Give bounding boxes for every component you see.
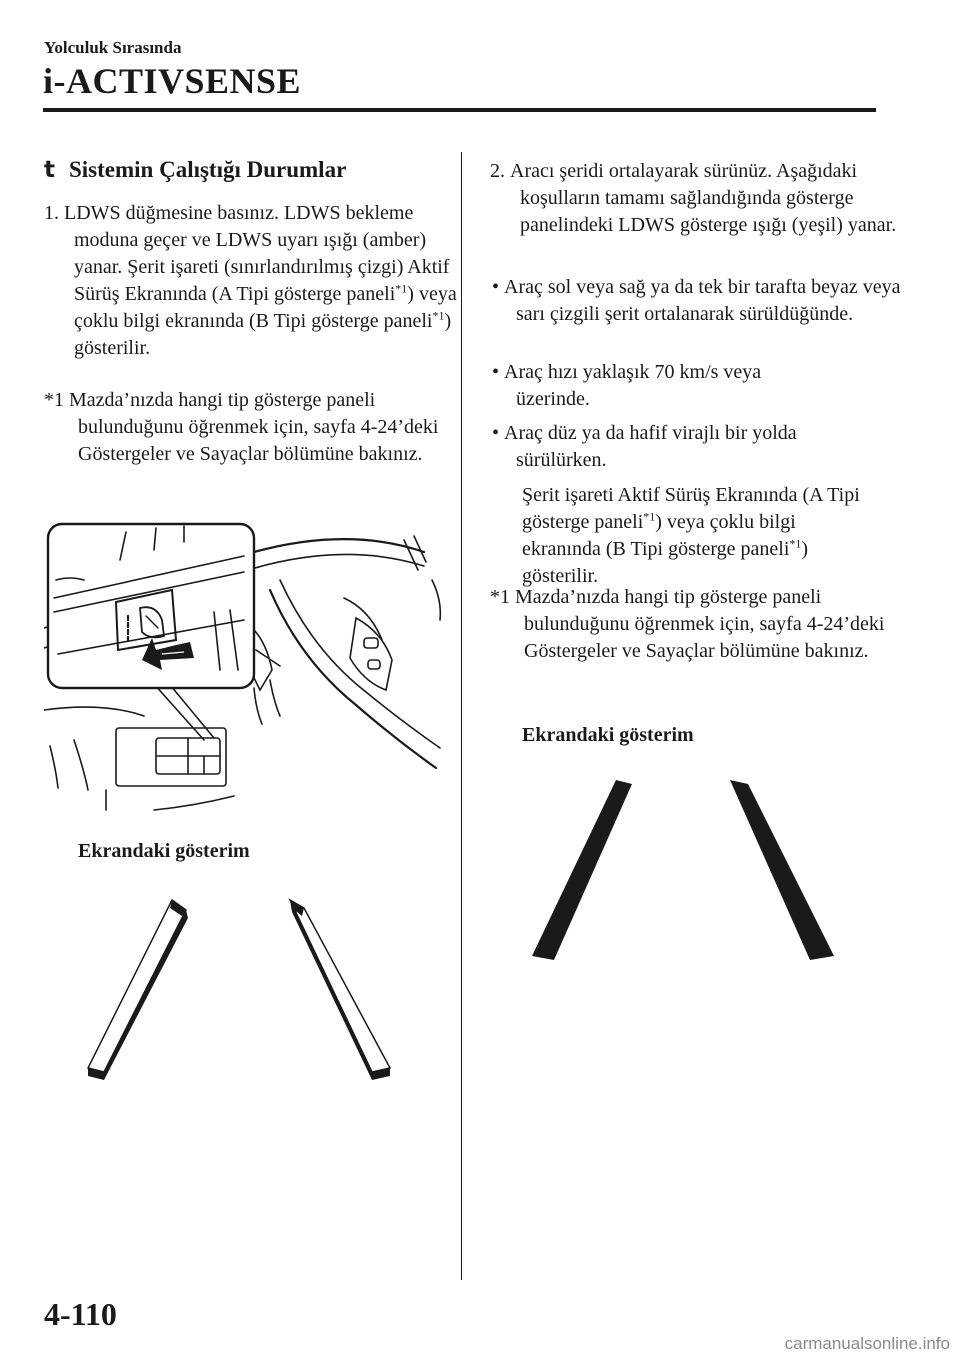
condition-bullet <box>492 359 816 413</box>
header-rule <box>43 108 876 112</box>
step-1-text-c: ) gösterilir. <box>74 310 452 359</box>
step-1 <box>44 200 474 362</box>
bullet-icon: • <box>492 422 505 444</box>
chapter-label: Yolculuk Sırasında <box>44 38 182 57</box>
lane-display-outline <box>86 898 394 1082</box>
right-lane-line <box>290 900 390 1080</box>
left-lane-line <box>532 780 632 960</box>
note-text-c: ) gösterilir. <box>522 538 809 587</box>
step-1-text: LDWS düğmesine basınız. LDWS bekleme moduna geçer ve LDWS uyarı ışığı (amber) yanar. Şerit işareti (sınırlandırılmış çizgi) Aktif Sürüş Ekranında (A Tipi gösterge paneli <box>64 202 450 305</box>
step-2 <box>490 158 910 239</box>
page-number: 4-110 <box>44 1296 117 1332</box>
left-lane-line <box>88 900 188 1080</box>
page-title: i-ACTIVSENSE <box>43 61 302 101</box>
footnote-text: Mazda’nızda hangi tip gösterge paneli bulunduğunu öğrenmek için, sayfa 4-24’deki Göstergeler ve Sayaçlar bölümüne bakınız. <box>69 389 439 465</box>
footnote-ref: *1 <box>395 281 408 296</box>
step-1-text-b: ) veya çoklu bilgi ekranında (B Tipi gösterge paneli <box>74 283 457 332</box>
step-1-number: 1. <box>44 202 59 224</box>
step-2-number: 2. <box>490 160 505 182</box>
note-text: Şerit işareti Aktif Sürüş Ekranında (A Tipi gösterge paneli <box>522 484 860 533</box>
lane-mark-note <box>522 482 874 590</box>
bullet-text: Araç hızı yaklaşık 70 km/s veya üzerinde. <box>504 361 762 410</box>
watermark: carmanualsonline.info <box>784 1334 950 1353</box>
bullet-icon: • <box>492 361 505 383</box>
footnote-text: Mazda’nızda hangi tip gösterge paneli bulunduğunu öğrenmek için, sayfa 4-24’deki Göstergeler ve Sayaçlar bölümüne bakınız. <box>515 586 885 662</box>
section-marker-icon: t <box>44 157 55 183</box>
right-display-caption: Ekrandaki gösterim <box>522 724 694 746</box>
bullet-icon: • <box>492 276 505 298</box>
bullet-text: Araç sol veya sağ ya da tek bir tarafta beyaz veya sarı çizgili şerit ortalanarak sürüldüğünde. <box>504 276 901 325</box>
condition-bullet <box>492 420 816 474</box>
left-footnote <box>44 387 458 468</box>
section-heading-text: Sistemin Çalıştığı Durumlar <box>69 157 347 182</box>
footnote-ref: *1 <box>789 536 802 551</box>
section-heading <box>44 157 346 183</box>
right-footnote <box>490 584 914 665</box>
footnote-ref: *1 <box>432 308 445 323</box>
step-2-text: Aracı şeridi ortalayarak sürünüz. Aşağıdaki koşulların tamamı sağlandığında gösterge panelindeki LDWS gösterge ışığı (yeşil) yanar. <box>510 160 897 236</box>
dashboard-illustration <box>44 520 444 812</box>
note-text-b: ) veya çoklu bilgi ekranında (B Tipi gösterge paneli <box>522 511 796 560</box>
lane-display-solid <box>530 778 838 962</box>
left-display-caption: Ekrandaki gösterim <box>78 840 250 862</box>
footnote-mark: *1 <box>44 389 64 411</box>
bullet-text: Araç düz ya da hafif virajlı bir yolda sürülürken. <box>504 422 797 471</box>
right-lane-line <box>730 780 834 960</box>
footnote-mark: *1 <box>490 586 510 608</box>
footnote-ref: *1 <box>643 509 656 524</box>
condition-bullet <box>492 274 902 328</box>
